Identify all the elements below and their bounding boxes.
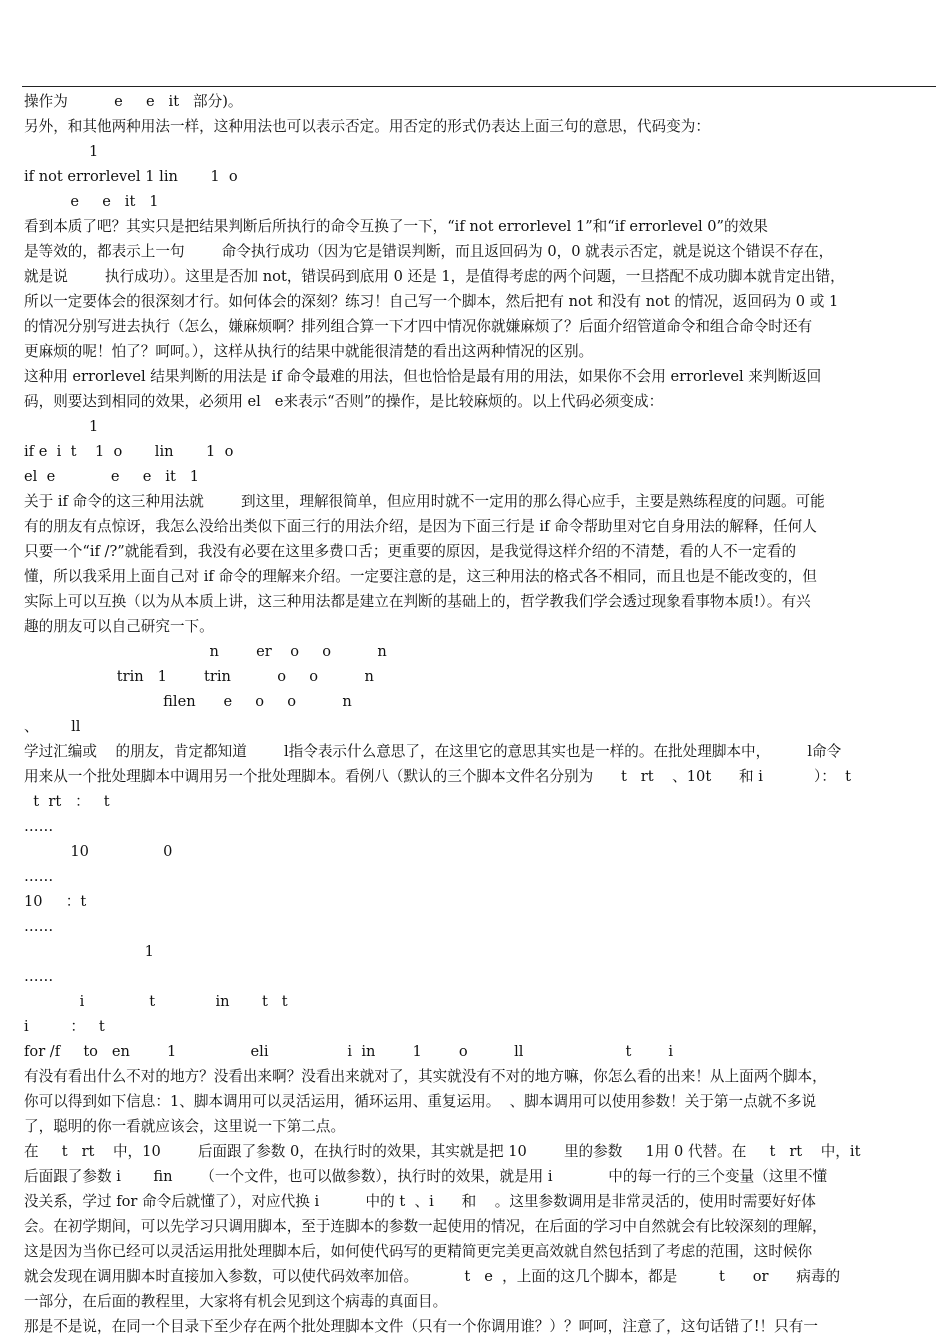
text-line: 了，聪明的你一看就应该会，这里说一下第二点。: [24, 1118, 346, 1135]
text-line: 只要一个“if /?”就能看到，我没有必要在这里多费口舌；更重要的原因，是我觉得这样介绍的不清楚，看的人不一定看的: [24, 543, 797, 560]
text-line: 就会发现在调用脚本时直接加入参数，可以使代码效率加倍。 t e ，上面的这几个脚本，都是 t or 病毒的: [24, 1268, 841, 1285]
text-line: 趣的朋友可以自己研究一下。: [24, 618, 214, 635]
text-line: ……: [24, 818, 54, 835]
text-line: 看到本质了吧？其实只是把结果判断后所执行的命令互换了一下，“if not errorlevel 1”和“if errorlevel 0”的效果: [24, 218, 768, 235]
text-line: ……: [24, 868, 54, 885]
text-line: 10 0: [24, 843, 173, 860]
text-line: 更麻烦的呢！怕了？呵呵。），这样从执行的结果中就能很清楚的看出这两种情况的区别。: [24, 343, 594, 360]
text-line: 关于 if 命令的这三种用法就 到这里，理解很简单，但应用时就不一定用的那么得心应手，主要是熟练程度的问题。可能: [24, 493, 825, 510]
text-line: ……: [24, 968, 54, 985]
text-line: 懂，所以我采用上面自己对 if 命令的理解来介绍。一定要注意的是，这三种用法的格式各不相同，而且也是不能改变的，但: [24, 568, 817, 585]
text-line: ……: [24, 918, 54, 935]
text-line: filen e o o n: [24, 693, 352, 710]
text-line: e e it 1: [24, 193, 159, 210]
text-line: 1: [24, 143, 99, 160]
text-line: trin 1 trin o o n: [24, 668, 374, 685]
text-line: 在 t rt 中，10 后面跟了参数 0，在执行时的效果，其实就是把 10 里的参数 1用 0 代替。在 t rt 中，it: [24, 1143, 861, 1160]
text-line: 会。在初学期间，可以先学习只调用脚本，至于连脚本的参数一起使用的情况，在后面的学习中自然就会有比较深刻的理解，: [24, 1218, 827, 1235]
text-line: for /f to en 1 eli i in 1 o ll t i: [24, 1043, 674, 1060]
text-line: 就是说 执行成功）。这里是否加 not，错误码到底用 0 还是 1，是值得考虑的两个问题，一旦搭配不成功脚本就肯定出错，: [24, 268, 845, 285]
text-line: 实际上可以互换（以为从本质上讲，这三种用法都是建立在判断的基础上的，哲学教我们学会透过现象看事物本质!）。有兴: [24, 593, 811, 610]
text-line: 后面跟了参数 i fin （一个文件，也可以做参数），执行时的效果，就是用 i 中的每一行的三个变量（这里不懂: [24, 1168, 828, 1185]
text-line: 这种用 errorlevel 结果判断的用法是 if 命令最难的用法，但也恰恰是最有用的用法，如果你不会用 errorlevel 来判断返回: [24, 368, 822, 385]
text-line: 所以一定要体会的很深刻才行。如何体会的深刻？练习！自己写一个脚本，然后把有 not 和没有 not 的情况，返回码为 0 或 1: [24, 293, 839, 310]
text-line: 另外，和其他两种用法一样，这种用法也可以表示否定。用否定的形式仍表达上面三句的意思，代码变为：: [24, 118, 710, 135]
text-line: t rt ： t: [24, 793, 110, 810]
text-line: if e i t 1 o lin 1 o: [24, 443, 234, 460]
text-line: n er o o n: [24, 643, 387, 660]
text-line: 10 ：t: [24, 893, 87, 910]
text-line: 没关系，学过 for 命令后就懂了），对应代换 i 中的 t 、i 和 。这里参数调用是非常灵活的，使用时需要好好体: [24, 1193, 816, 1210]
text-line: 用来从一个批处理脚本中调用另一个批处理脚本。看例八（默认的三个脚本文件名分别为 t rt 、10t 和 i ）： t: [24, 768, 851, 785]
text-line: 一部分，在后面的教程里，大家将有机会见到这个病毒的真面目。: [24, 1293, 448, 1310]
text-line: 这是因为当你已经可以灵活运用批处理脚本后，如何使代码写的更精简更完美更高效就自然包括到了考虑的范围，这时候你: [24, 1243, 813, 1260]
text-line: if not errorlevel 1 lin 1 o: [24, 168, 238, 185]
text-line: 学过汇编或 的朋友，肯定都知道 l指令表示什么意思了，在这里它的意思其实也是一样的。在批处理脚本中， l命令: [24, 743, 842, 760]
text-line: 1: [24, 418, 99, 435]
text-line: el e e e it 1: [24, 468, 200, 485]
text-line: i ： t: [24, 1018, 105, 1035]
text-line: 你可以得到如下信息：1、脚本调用可以灵活运用，循环运用、重复运用。 、脚本调用可以使用参数！关于第一点就不多说: [24, 1093, 817, 1110]
text-line: 的情况分别写进去执行（怎么，嫌麻烦啊？排列组合算一下才四中情况你就嫌麻烦了？后面介绍管道命令和组合命令时还有: [24, 318, 813, 335]
text-line: 有没有看出什么不对的地方？没看出来啊？没看出来就对了，其实就没有不对的地方嘛，你怎么看的出来！从上面两个脚本，: [24, 1068, 827, 1085]
text-line: 那是不是说，在同一个目录下至少存在两个批处理脚本文件（只有一个你调用谁？）？呵呵，注意了，这句话错了!！只有一: [24, 1318, 818, 1335]
text-line: 1: [24, 943, 154, 960]
text-line: 有的朋友有点惊讶，我怎么没给出类似下面三行的用法介绍，是因为下面三行是 if 命令帮助里对它自身用法的解释，任何人: [24, 518, 817, 535]
text-line: 、 ll: [24, 718, 81, 735]
text-line: i t in t t: [24, 993, 288, 1010]
text-line: 操作为 e e it 部分)。: [24, 93, 243, 110]
text-line: 码，则要达到相同的效果，必须用 el e来表示“否则”的操作，是比较麻烦的。以上代码必须变成：: [24, 393, 664, 410]
text-line: 是等效的，都表示上一句 命令执行成功（因为它是错误判断，而且返回码为 0，0 就表示否定，就是说这个错误不存在，: [24, 243, 834, 260]
